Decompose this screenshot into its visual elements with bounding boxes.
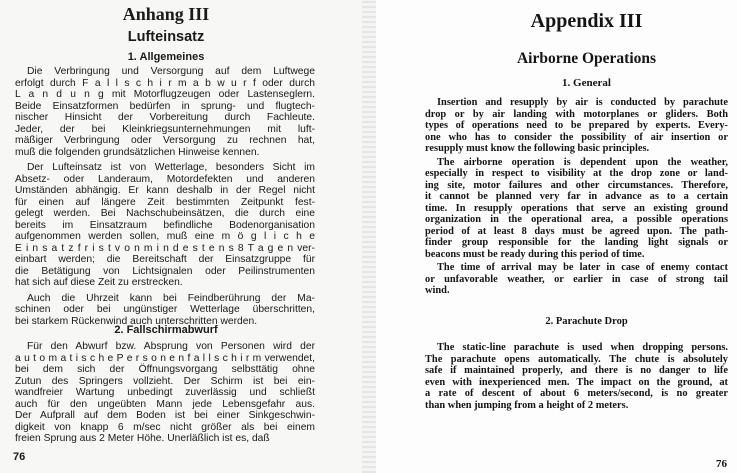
page-number: 76 xyxy=(13,451,26,463)
text-line: drop or by air landing with motorplanes or gliders. Both xyxy=(425,108,728,120)
appendix-title: Anhang III xyxy=(122,4,210,24)
text-line: bei dem sich der Öffnungsvorgang selbsttätig ohne xyxy=(15,364,315,375)
text-line: gelegt werden. Bei Nachschubeinsätzen, die durch eine xyxy=(15,208,315,219)
right-page-english xyxy=(376,0,737,473)
text-line: it cannot be planned very far in advance as to a certain xyxy=(425,191,728,202)
text-line: even with inexperienced men. The impact on the ground, at xyxy=(425,376,728,388)
text-line: wind. xyxy=(425,285,450,296)
text-block-parachute xyxy=(15,341,315,445)
heading-parachute: 2. Fallschirmabwurf xyxy=(114,324,218,336)
text-line: Zutun des Springers vollzieht. Der Schirm ist bei ein- xyxy=(15,375,315,387)
text-line: Insertion and resupply by air is conducted by parachute xyxy=(437,97,728,108)
text-line: ing site, motor failures and other circumstances. Therefore, xyxy=(425,179,728,191)
section-title: Airborne Operations xyxy=(516,50,657,67)
text-line: or unfavorable weather, or earlier in case of strong tail xyxy=(425,273,728,285)
text-line: muß die folgenden grundsätzlichen Hinweise kennen. xyxy=(15,146,260,158)
page-number: 76 xyxy=(716,458,727,470)
text-line: L a n d u n g mit Motorflugzeugen oder Lastenseglern. xyxy=(15,89,315,100)
text-block-general xyxy=(15,66,315,327)
paragraph xyxy=(425,342,728,411)
paragraph xyxy=(425,157,728,261)
text-line: safe if maintained properly, and there is no danger to life xyxy=(425,365,728,376)
text-line: auch für den ungeübten Mann jede Lebensgefahr aus. xyxy=(15,398,315,410)
paragraph xyxy=(15,293,315,328)
text-line: Jeder, der bei Kleinkriegsunternehmungen mit luft- xyxy=(15,123,315,135)
text-line: a u t o m a t i s c h e P e r s o n e n f a l l s c h i r m verwendet, xyxy=(15,352,315,364)
section-title: Lufteinsatz xyxy=(127,29,205,45)
text-line: than when jumping from a height of 2 meters. xyxy=(425,399,629,411)
text-line: Der Lufteinsatz ist von Wetterlage, besonders Sicht im xyxy=(27,162,315,173)
text-line: beacons must be ready during this period of time. xyxy=(425,248,645,260)
text-line: The parachute opens automatically. The chute is absolutely xyxy=(425,353,728,365)
text-line: one who has to consider the possibility of air insertion or xyxy=(425,131,728,143)
heading-general: 1. Allgemeines xyxy=(127,51,205,63)
text-block-parachute xyxy=(425,342,728,411)
text-line: E i n s a t z f r i s t v o n m i n d e s t e n s 8 T a g e n ver- xyxy=(15,242,315,254)
text-line: einbart werden; die Bereitschaft der Einsatzgruppe für xyxy=(15,254,315,265)
heading-general: 1. General xyxy=(562,77,611,89)
text-line: Absetz- oder Landeraum, Motordefekten und anderen xyxy=(15,173,315,185)
text-line: mäßiger Verbringung oder Versorgung zu rechnen hat, xyxy=(15,135,315,146)
text-line: wandfreier Wartung unbedingt zuverlässig und schließt xyxy=(15,387,315,398)
text-line: time. In resupply operations that serve an existing ground xyxy=(425,202,728,214)
text-line: erfolgt durch F a l l s c h i r m a b w u r f oder durch xyxy=(15,77,315,89)
text-line: nischer Hinsicht der Vorbereitung durch Fachleute. xyxy=(15,112,315,123)
paragraph xyxy=(425,97,728,155)
text-line: hat sich auf diese Zeit zu erstrecken. xyxy=(15,277,183,288)
text-line: organization in the operational area, a possible operations xyxy=(425,214,728,225)
text-line: für einen auf längere Zeit bestimmten Zeitpunkt fest- xyxy=(15,196,315,208)
text-line: a rate of descent of about 6 meters/second, is no greater xyxy=(425,388,728,399)
text-line: Für den Abwurf bzw. Absprung von Personen wird der xyxy=(27,341,315,352)
text-line: digkeit von knapp 6 m/sec nicht größer als bei einem xyxy=(15,421,315,433)
text-line: bereits im Einsatzraum befindliche Bodenorganisation xyxy=(15,219,315,231)
left-page-german xyxy=(0,0,362,473)
book-gutter xyxy=(362,0,376,473)
text-line: Auch die Uhrzeit kann bei Feindberührung der Ma- xyxy=(27,292,315,304)
appendix-title: Appendix III xyxy=(530,10,643,32)
text-line: resupply must know the following basic principles. xyxy=(425,143,650,154)
paragraph xyxy=(425,262,728,297)
text-line: period of at least 8 days must be agreed upon. The path- xyxy=(425,225,728,237)
text-line: freien Sprung aus 2 Meter Höhe. Unerläßlich ist es, daß xyxy=(15,433,270,444)
text-line: especially in respect to visibility at the drop zone or land- xyxy=(425,168,728,179)
paragraph xyxy=(15,162,315,289)
text-line: The airborne operation is dependent upon the weather, xyxy=(437,156,728,168)
text-line: Die Verbringung und Versorgung auf dem Luftwege xyxy=(27,66,315,77)
text-line: Umständen abhängig. Er kann deshalb in der Regel nicht xyxy=(15,185,315,196)
text-line: schinen oder bei ungünstiger Wetterlage überschritten, xyxy=(15,304,315,315)
text-line: types of operations need to be prepared by experts. Every- xyxy=(425,120,728,131)
text-line: bei starkem Rückenwind auch unterschritten werden. xyxy=(15,315,258,327)
paragraph xyxy=(15,66,315,158)
heading-parachute: 2. Parachute Drop xyxy=(545,316,628,327)
text-line: The time of arrival may be later in case of enemy contact xyxy=(437,262,728,273)
text-line: Der Aufprall auf dem Boden ist bei einer Sinkgeschwin- xyxy=(15,410,315,421)
text-line: die Betätigung von Lichtsignalen oder Peilinstrumenten xyxy=(15,265,315,277)
text-block-general xyxy=(425,97,728,297)
paragraph xyxy=(15,341,315,445)
text-line: Beide Einsatzformen bedürfen in sprung- und flugtech- xyxy=(15,100,315,112)
text-line: aufgenommen werden sollen, muß eine m ö g l i c h e xyxy=(15,231,315,242)
text-line: The static-line parachute is used when dropping persons. xyxy=(437,342,728,353)
text-line: finder group responsible for the landing light signals or xyxy=(425,237,728,248)
